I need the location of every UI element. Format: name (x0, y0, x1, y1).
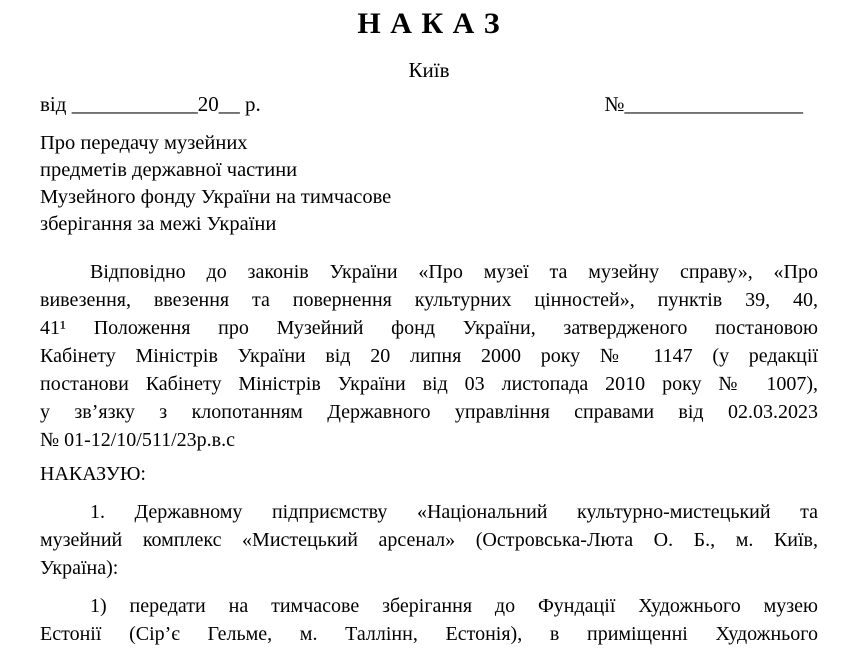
subject-line: Музейного фонду України на тимчасове (40, 186, 392, 208)
order-subitem-line: Естонії (Сір’є Гельме, м. Таллінн, Естонія), в приміщенні Художнього (40, 623, 818, 645)
preamble-line: вивезення, ввезення та повернення культурних цінностей», пунктів 39, 40, (40, 289, 818, 311)
order-item-1 (40, 498, 818, 582)
preamble-line: 41¹ Положення про Музейний фонд України, затвердженого постановою (40, 317, 818, 339)
date-suffix: р. (244, 92, 261, 116)
order-meta-row (40, 92, 818, 116)
order-city: Київ (408, 58, 450, 82)
order-date-line (40, 92, 261, 116)
order-item-line: музейний комплекс «Мистецький арсенал» (Островська-Люта О. Б., м. Київ, (40, 529, 818, 551)
preamble-line: у зв’язку з клопотанням Державного управління справами від 02.03.2023 (40, 401, 818, 423)
order-subject-block (40, 130, 818, 238)
order-number-line (604, 92, 803, 116)
preamble-line: Відповідно до законів України «Про музеї та музейну справу», «Про (90, 261, 818, 283)
order-subitem-line: 1) передати на тимчасове зберігання до Фундації Художнього музею (90, 595, 818, 617)
date-prefix: від (40, 92, 67, 116)
order-heading: НАКАЗУЮ: (40, 463, 146, 485)
order-title: Н А К А З (357, 7, 501, 40)
preamble-paragraph (40, 258, 818, 454)
preamble-line: № 01-12/10/511/23р.в.с (40, 429, 235, 451)
date-year: 20 (197, 92, 219, 116)
subject-line: Про передачу музейних (40, 132, 248, 154)
order-item-line: Україна): (40, 557, 119, 579)
subject-line: предметів державної частини (40, 159, 298, 181)
number-blank-line: _________________ (624, 92, 803, 116)
date-year-blank: __ (218, 92, 240, 116)
order-subitem-1 (40, 592, 818, 648)
number-prefix: № (604, 92, 625, 116)
preamble-line: постанови Кабінету Міністрів України від 03 листопада 2010 року № 1007), (40, 373, 818, 395)
subject-line: зберігання за межі України (40, 213, 277, 235)
order-item-line: 1. Державному підприємству «Національний культурно-мистецький та (90, 501, 818, 523)
preamble-line: Кабінету Міністрів України від 20 липня 2000 року № 1147 (у редакції (40, 345, 818, 367)
date-blank-line: ____________ (71, 92, 198, 116)
